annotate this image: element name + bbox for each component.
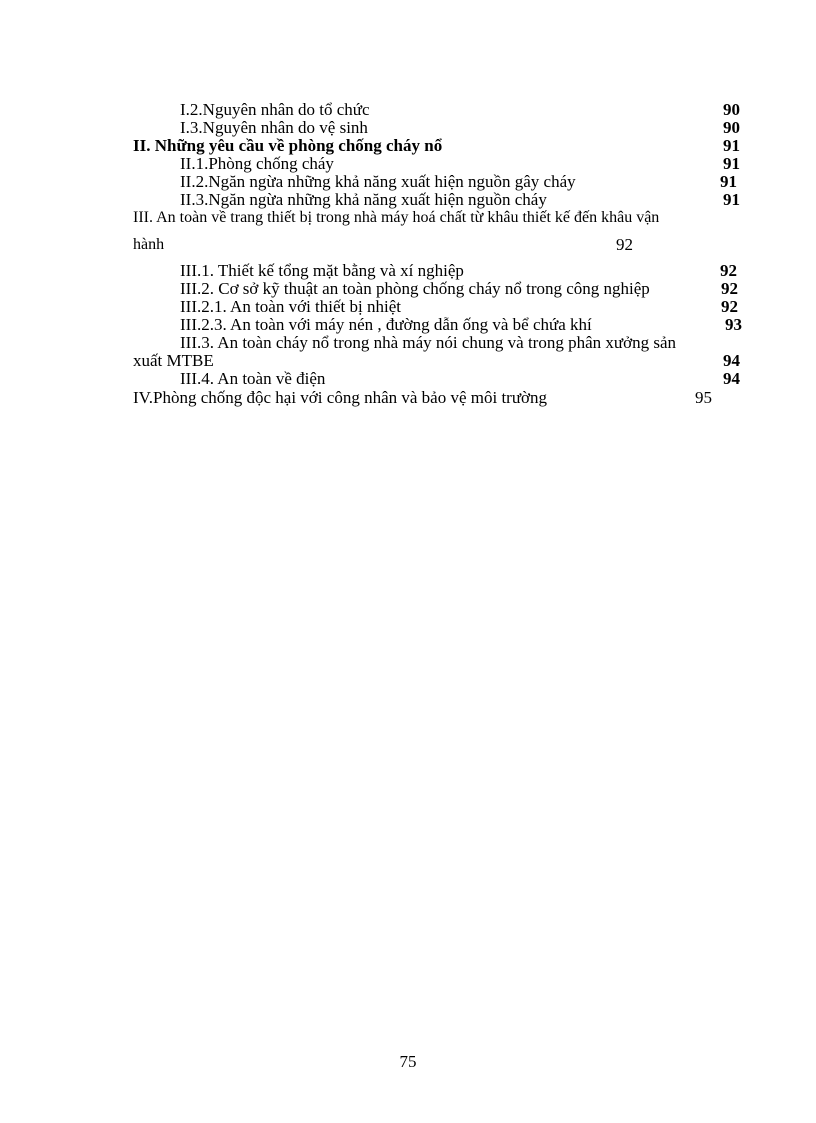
toc-entry-page: 92 <box>616 235 633 254</box>
toc-entry-page: 92 <box>720 261 737 280</box>
toc-entry-page: 91 <box>723 136 740 155</box>
toc-entry-text: III.1. Thiết kế tổng mặt bằng và xí nghiệp <box>180 261 464 280</box>
toc-entry-page: 93 <box>725 315 742 334</box>
toc-entry-text: II.1.Phòng chống cháy <box>180 154 334 173</box>
toc-section-heading: II. Những yêu cầu về phòng chống cháy nổ <box>133 136 443 155</box>
toc-entry-text: III.2. Cơ sở kỹ thuật an toàn phòng chống cháy nổ trong công nghiệp <box>180 279 650 298</box>
toc-section-heading: IV.Phòng chống độc hại với công nhân và bảo vệ môi trường <box>133 388 548 407</box>
toc-entry-text: III.2.3. An toàn với máy nén , đường dẫn ống và bể chứa khí <box>180 315 592 334</box>
toc-entry-text: III.4. An toàn về điện <box>180 369 326 388</box>
toc-entry-text: I.3.Nguyên nhân do vệ sinh <box>180 118 368 137</box>
toc-entry-text-cont: xuất MTBE <box>133 351 214 370</box>
toc-entry-page: 92 <box>721 297 738 316</box>
toc-entry-page: 95 <box>695 388 712 407</box>
toc-entry-page: 92 <box>721 279 738 298</box>
toc-entry-page: 91 <box>720 172 737 191</box>
toc-entry-page: 90 <box>723 100 740 119</box>
toc-entry-page: 91 <box>723 154 740 173</box>
toc-section-heading: III. An toàn về trang thiết bị trong nhà máy hoá chất từ khâu thiết kế đến khâu vận <box>133 209 660 226</box>
toc-entry-text: III.2.1. An toàn với thiết bị nhiệt <box>180 297 401 316</box>
toc-entry-page: 91 <box>723 190 740 209</box>
toc-entry-text: I.2.Nguyên nhân do tổ chức <box>180 100 370 119</box>
toc-section-heading-cont: hành <box>133 236 165 253</box>
toc-entry-page: 94 <box>723 369 740 388</box>
toc-entry-text: II.3.Ngăn ngừa những khả năng xuất hiện nguồn cháy <box>180 190 547 209</box>
toc-entry-text: II.2.Ngăn ngừa những khả năng xuất hiện nguồn gây cháy <box>180 172 576 191</box>
toc-entry-text: III.3. An toàn cháy nổ trong nhà máy nói chung và trong phân xưởng sản <box>180 333 676 352</box>
toc-entry-page: 94 <box>723 351 740 370</box>
page-number: 75 <box>399 1052 417 1071</box>
toc-entry-page: 90 <box>723 118 740 137</box>
